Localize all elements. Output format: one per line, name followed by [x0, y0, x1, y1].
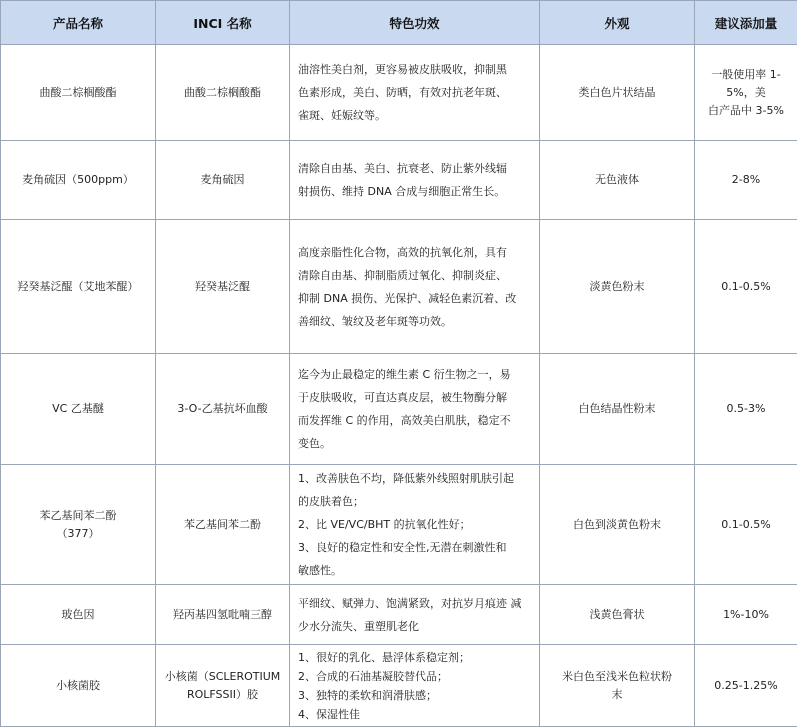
effect-line: 4、保湿性佳: [298, 705, 531, 724]
inci-name: 麦角硫因: [156, 141, 290, 220]
appearance-line: 米白色至浅米色粒状粉: [546, 668, 688, 686]
effect-line: 迄今为止最稳定的维生素 C 衍生物之一，易: [298, 363, 531, 386]
product-name: 曲酸二棕榈酸酯: [1, 45, 156, 141]
effect-cell: [290, 220, 540, 354]
header-inci-name: INCI 名称: [156, 1, 290, 45]
product-name: 羟癸基泛醌（艾地苯醌）: [1, 220, 156, 354]
effect-line: 2、比 VE/VC/BHT 的抗氧化性好；: [298, 513, 531, 536]
effect-line: 于皮肤吸收，可直达真皮层，被生物酶分解: [298, 386, 531, 409]
dosage-cell: [695, 585, 797, 645]
effect-cell: [290, 45, 540, 141]
effect-line: 敏感性。: [298, 559, 531, 582]
dosage-line: 2-8%: [701, 171, 791, 189]
effect-line: 3、良好的稳定性和安全性,无潜在刺激性和: [298, 536, 531, 559]
appearance: 类白色片状结晶: [540, 45, 695, 141]
inci-name: 羟丙基四氢吡喃三醇: [156, 585, 290, 645]
effect-line: 少水分流失、重塑肌老化: [298, 615, 531, 638]
dosage-line: 0.5-3%: [701, 400, 791, 418]
effect-line: 抑制 DNA 损伤、光保护、减轻色素沉着、改: [298, 287, 531, 310]
product-name: 玻色因: [1, 585, 156, 645]
dosage-line: 0.1-0.5%: [701, 278, 791, 296]
dosage-cell: [695, 465, 797, 585]
effect-line: 平细纹、赋弹力、饱满紧致，对抗岁月痕迹 减: [298, 592, 531, 615]
effect-line: 色素形成，美白、防晒，有效对抗老年斑、: [298, 81, 531, 104]
header-row: [1, 1, 797, 45]
effect-line: 高度亲脂性化合物，高效的抗氧化剂，具有: [298, 241, 531, 264]
dosage-cell: [695, 141, 797, 220]
inci-name: 曲酸二棕榈酸酯: [156, 45, 290, 141]
effect-line: 变色。: [298, 432, 531, 455]
effect-line: 的皮肤着色；: [298, 490, 531, 513]
table-row: [1, 220, 797, 354]
header-effect: 特色功效: [290, 1, 540, 45]
table-row: [1, 645, 797, 727]
appearance-cell: [540, 645, 695, 727]
product-name: VC 乙基醚: [1, 354, 156, 465]
inci-name-cell: [156, 645, 290, 727]
dosage-cell: [695, 354, 797, 465]
table-row: [1, 45, 797, 141]
effect-line: 射损伤、维持 DNA 合成与细胞正常生长。: [298, 180, 531, 203]
effect-line: 油溶性美白剂，更容易被皮肤吸收，抑制黑: [298, 58, 531, 81]
dosage-line: 1%-10%: [701, 606, 791, 624]
table-row: [1, 465, 797, 585]
effect-cell: [290, 354, 540, 465]
appearance-line: 末: [546, 686, 688, 704]
product-name-line: 苯乙基间苯二酚: [7, 507, 149, 525]
appearance: 浅黄色膏状: [540, 585, 695, 645]
dosage-line: 0.25-1.25%: [701, 677, 791, 695]
effect-cell: [290, 141, 540, 220]
effect-line: 1、改善肤色不均，降低紫外线照射肌肤引起: [298, 467, 531, 490]
dosage-cell: [695, 220, 797, 354]
effect-line: 3、独特的柔软和润滑肤感；: [298, 686, 531, 705]
effect-line: 而发挥维 C 的作用，高效美白肌肤，稳定不: [298, 409, 531, 432]
appearance: 无色液体: [540, 141, 695, 220]
table-row: [1, 585, 797, 645]
effect-cell: [290, 465, 540, 585]
dosage-line: 白产品中 3-5%: [701, 102, 791, 120]
effect-line: 1、很好的乳化、悬浮体系稳定剂；: [298, 648, 531, 667]
dosage-cell: [695, 45, 797, 141]
dosage-line: 一般使用率 1-5%，美: [701, 66, 791, 102]
table-row: [1, 354, 797, 465]
inci-name-line: 小核菌（SCLEROTIUM: [162, 668, 283, 686]
dosage-line: 0.1-0.5%: [701, 516, 791, 534]
inci-name: 3-O-乙基抗坏血酸: [156, 354, 290, 465]
effect-line: 2、合成的石油基凝胶替代品；: [298, 667, 531, 686]
product-name-line: （377）: [7, 525, 149, 543]
appearance: 白色到淡黄色粉末: [540, 465, 695, 585]
product-name-cell: [1, 465, 156, 585]
product-name: 小核菌胶: [1, 645, 156, 727]
dosage-cell: [695, 645, 797, 727]
header-product-name: 产品名称: [1, 1, 156, 45]
effect-cell: [290, 645, 540, 727]
appearance: 白色结晶性粉末: [540, 354, 695, 465]
effect-line: 清除自由基、抑制脂质过氧化、抑制炎症、: [298, 264, 531, 287]
effect-line: 善细纹、皱纹及老年斑等功效。: [298, 310, 531, 333]
inci-name: 羟癸基泛醌: [156, 220, 290, 354]
appearance: 淡黄色粉末: [540, 220, 695, 354]
effect-cell: [290, 585, 540, 645]
effect-line: 清除自由基、美白、抗衰老、防止紫外线辐: [298, 157, 531, 180]
product-name: 麦角硫因（500ppm）: [1, 141, 156, 220]
header-dosage: 建议添加量: [695, 1, 797, 45]
inci-name-line: ROLFSSII）胶: [162, 686, 283, 704]
table-row: [1, 141, 797, 220]
effect-line: 雀斑、妊娠纹等。: [298, 104, 531, 127]
header-appearance: 外观: [540, 1, 695, 45]
inci-name: 苯乙基间苯二酚: [156, 465, 290, 585]
